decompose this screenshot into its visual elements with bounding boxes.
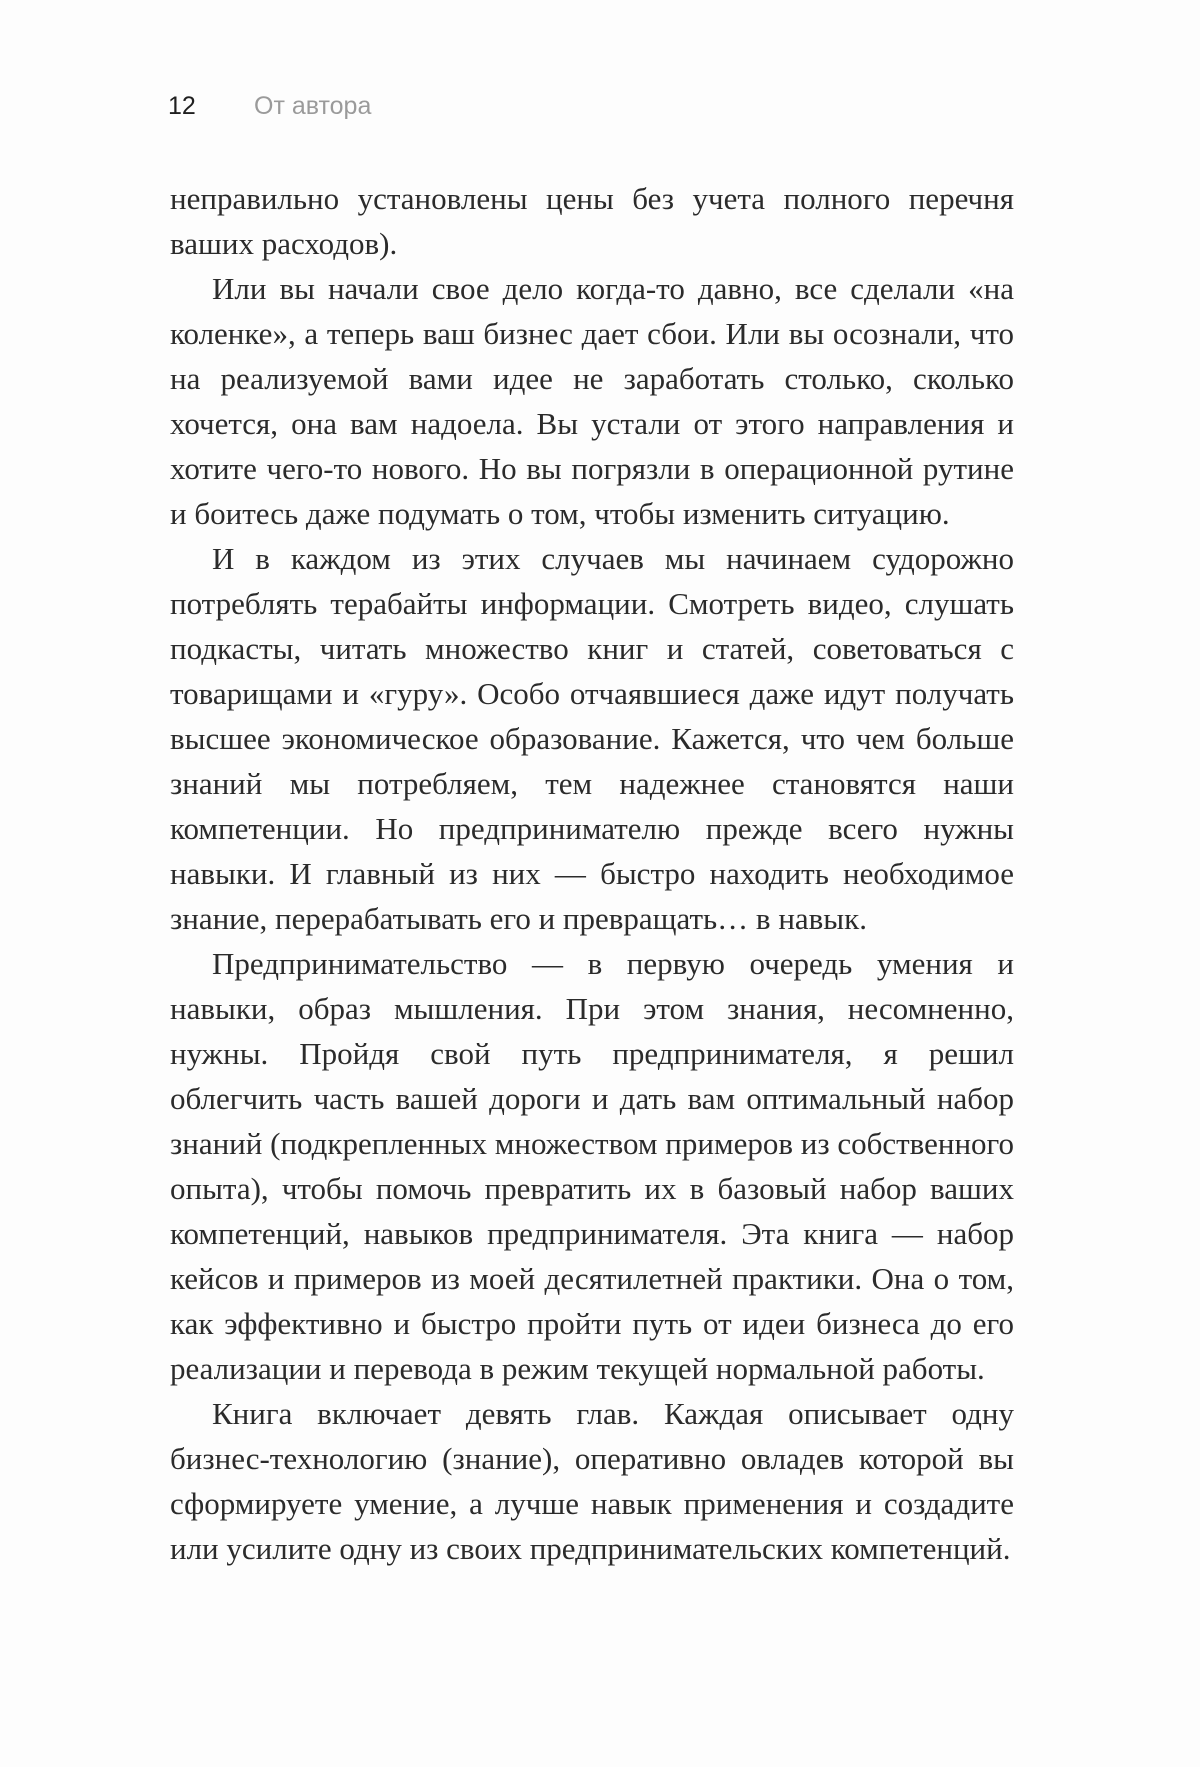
running-head bbox=[168, 92, 371, 128]
page-number: 12 bbox=[168, 92, 196, 120]
paragraph: Или вы начали свое дело когда-то давно, все сделали «на коленке», а теперь ваш бизнес дает сбои. Или вы осознали, что на реализуемой вами идее не заработать столько, сколько хочется, она вам надоела. Вы устали от этого направления и хотите чего-то нового. Но вы погрязли в операционной рутине и боитесь даже подумать о том, чтобы изменить ситуацию. bbox=[170, 271, 1014, 531]
paragraph: И в каждом из этих случаев мы начинаем судорожно потреблять терабайты информации. Смотреть видео, слушать подкасты, читать множество книг и статей, советоваться с товарищами и «гуру». Особо отчаявшиеся даже идут получать высшее экономическое образование. Кажется, что чем больше знаний мы потребляем, тем надежнее становятся наши компетенции. Но предпринимателю прежде всего нужны навыки. И главный из них — быстро находить необходимое знание, перерабатывать его и превращать… в навык. bbox=[170, 541, 1014, 936]
section-title: От автора bbox=[254, 92, 372, 120]
paragraph: Предпринимательство — в первую очередь умения и навыки, образ мышления. При этом знания, несомненно, нужны. Пройдя свой путь предпринимателя, я решил облегчить часть вашей дороги и дать вам оптимальный набор знаний (подкрепленных множеством примеров из собственного опыта), чтобы помочь превратить их в базовый набор ваших компетенций, навыков предпринимателя. Эта книга — набор кейсов и примеров из моей десятилетней практики. Она о том, как эффективно и быстро пройти путь от идеи бизнеса до его реализации и перевода в режим текущей нормальной работы. bbox=[170, 946, 1014, 1386]
body-text bbox=[170, 176, 1014, 1571]
paragraph-continuation: неправильно установлены цены без учета полного перечня ваших расходов). bbox=[170, 181, 1014, 261]
paragraph: Книга включает девять глав. Каждая описывает одну бизнес-технологию (знание), оперативно овладев которой вы сформируете умение, а лучше навык применения и создадите или усилите одну из своих предпринимательских компетенций. bbox=[170, 1396, 1014, 1566]
